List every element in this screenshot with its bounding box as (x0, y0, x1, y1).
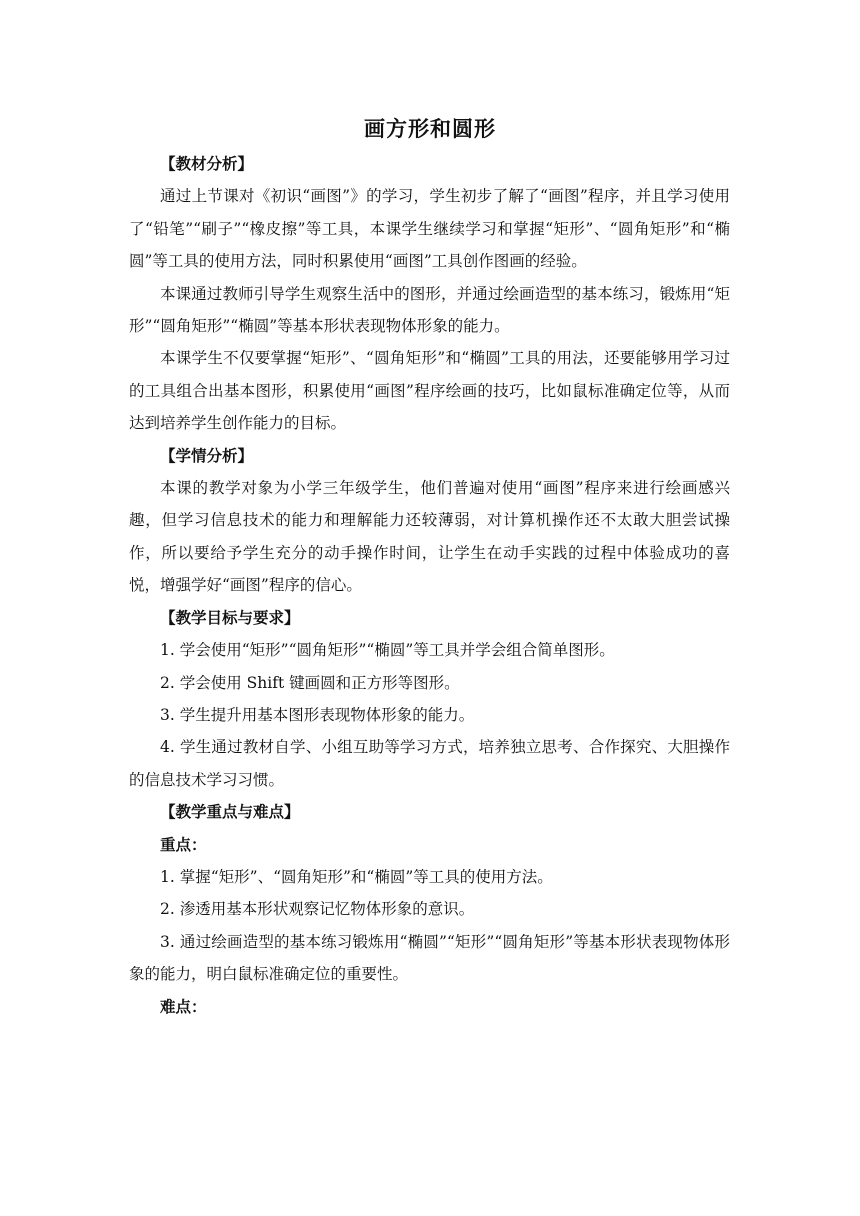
page-title: 画方形和圆形 (364, 116, 496, 141)
paragraph: 本课的教学对象为小学三年级学生，他们普遍对使用“画图”程序来进行绘画感兴趣，但学习信息技术的能力和理解能力还较薄弱，对计算机操作还不太敢大胆尝试操作，所以要给予学生充分的动手操作时间，让学生在动手实践的过程中体验成功的喜悦，增强学好“画图”程序的信心。 (129, 479, 730, 595)
difficult-points-label: 难点： (160, 996, 207, 1016)
section-heading-learner-analysis: 【学情分析】 (160, 445, 254, 465)
section-heading-teaching-goals: 【教学目标与要求】 (160, 607, 300, 627)
list-item: 1. 掌握“矩形”、“圆角矩形”和“椭圆”等工具的使用方法。 (160, 867, 553, 886)
list-item: 3. 通过绘画造型的基本练习锻炼用“椭圆”“矩形”“圆角矩形”等基本形状表现物体形象的能力，明白鼠标准确定位的重要性。 (129, 932, 730, 984)
paragraph: 通过上节课对《初识“画图”》的学习，学生初步了解了“画图”程序，并且学习使用了“铅笔”“刷子”“橡皮擦”等工具，本课学生继续学习和掌握“矩形”、“圆角矩形”和“椭圆”等工具的使用方法，同时积累使用“画图”工具创作图画的经验。 (129, 187, 730, 271)
list-item: 2. 学会使用 Shift 键画圆和正方形等图形。 (160, 673, 460, 692)
list-item: 3. 学生提升用基本图形表现物体形象的能力。 (160, 705, 475, 724)
paragraph: 本课通过教师引导学生观察生活中的图形，并通过绘画造型的基本练习，锻炼用“矩形”“圆角矩形”“椭圆”等基本形状表现物体形象的能力。 (129, 284, 730, 336)
key-points-label: 重点： (160, 834, 207, 854)
list-item: 1. 学会使用“矩形”“圆角矩形”“椭圆”等工具并学会组合简单图形。 (160, 641, 615, 660)
section-heading-textbook-analysis: 【教材分析】 (160, 154, 254, 173)
document-body (129, 148, 730, 1023)
list-item: 4. 学生通过教材自学、小组互助等学习方式，培养独立思考、合作探究、大胆操作的信息技术学习习惯。 (129, 738, 730, 789)
list-item: 2. 渗透用基本形状观察记忆物体形象的意识。 (160, 900, 475, 919)
paragraph: 本课学生不仅要掌握“矩形”、“圆角矩形”和“椭圆”工具的用法，还要能够用学习过的工具组合出基本图形，积累使用“画图”程序绘画的技巧，比如鼠标准确定位等，从而达到培养学生创作能力的目标。 (129, 349, 730, 433)
section-heading-key-difficult-points: 【教学重点与难点】 (160, 802, 300, 822)
